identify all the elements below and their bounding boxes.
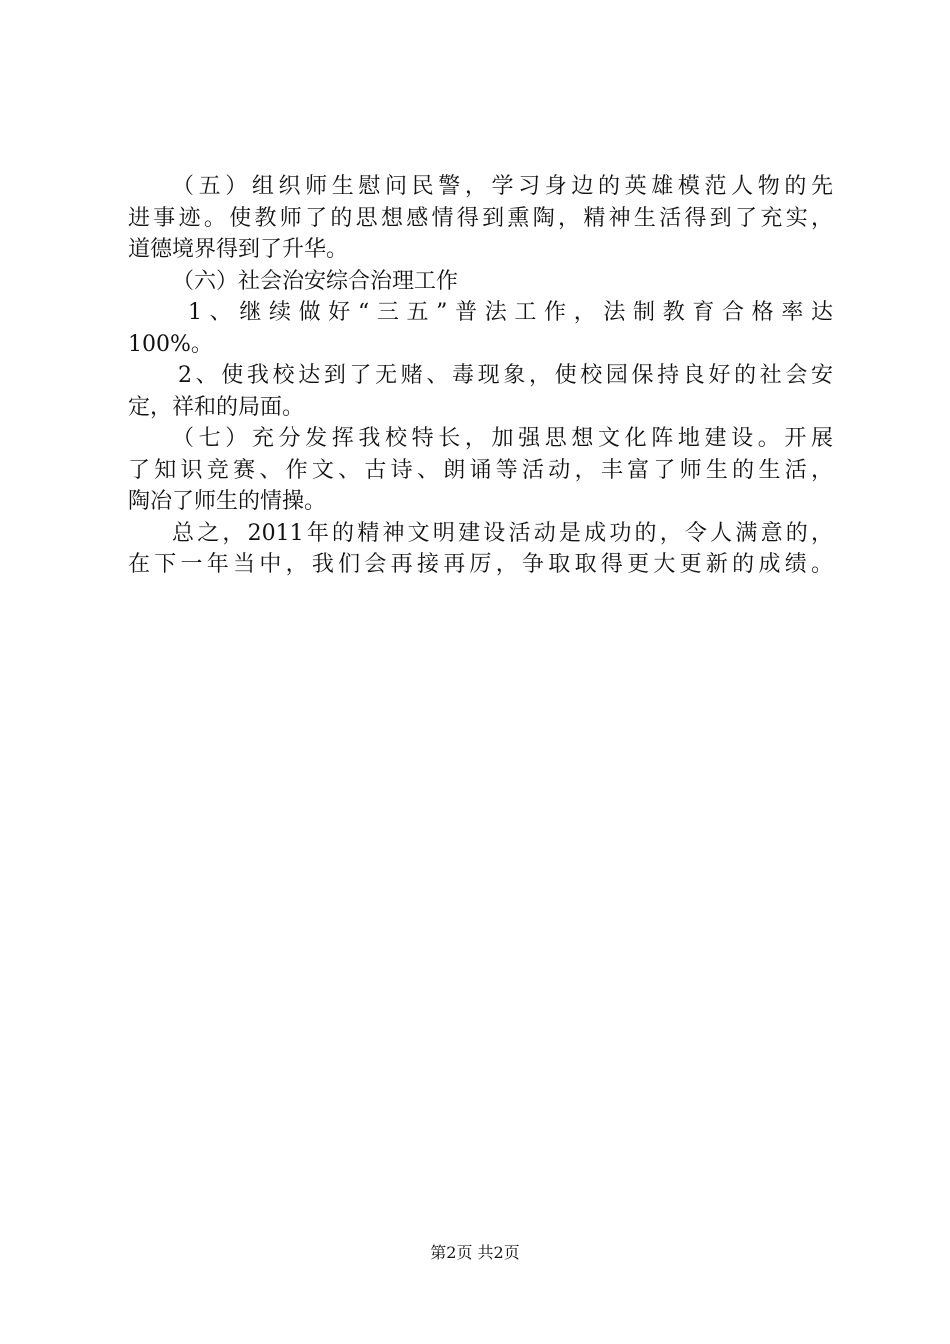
paragraph-six-heading <box>128 266 833 298</box>
paragraph-seven-line-3: 陶冶了师生的情操。 <box>128 489 327 514</box>
item-two-line-2: 定，祥和的局面。 <box>128 394 305 420</box>
paragraph-five-line-2: 进事迹。使教师了的思想感情得到熏陶，精神生活得到了充实， <box>128 205 833 231</box>
paragraph-five-line-1: （五）组织师生慰问民警，学习身边的英雄模范人物的先 <box>172 174 833 199</box>
paragraph-six-item-2 <box>128 360 833 423</box>
document-body <box>128 171 833 581</box>
paragraph-seven-line-2: 了知识竞赛、作文、古诗、朗诵等活动，丰富了师生的生活， <box>128 457 833 483</box>
page-footer <box>0 1242 950 1264</box>
paragraph-summary <box>128 518 833 581</box>
page-number-label: 第2页 共2页 <box>430 1243 520 1262</box>
paragraph-five <box>128 171 833 266</box>
summary-line-1: 总之，2011年的精神文明建设活动是成功的，令人满意的， <box>172 520 833 546</box>
item-one-line-2: 100%。 <box>128 331 213 357</box>
paragraph-six-item-1 <box>128 297 833 360</box>
paragraph-seven-line-1: （七）充分发挥我校特长，加强思想文化阵地建设。开展 <box>172 426 833 451</box>
paragraph-seven <box>128 423 833 518</box>
summary-line-2: 在下一年当中，我们会再接再厉，争取取得更大更新的成绩。 <box>128 552 833 577</box>
paragraph-five-line-3: 道德境界得到了升华。 <box>128 237 349 262</box>
item-two-line-1: 2、使我校达到了无赌、毒现象，使校园保持良好的社会安 <box>178 363 833 388</box>
section-six-heading: （六）社会治安综合治理工作 <box>172 268 459 294</box>
item-one-line-1: 1、继续做好“三五”普法工作，法制教育合格率达 <box>188 300 833 325</box>
